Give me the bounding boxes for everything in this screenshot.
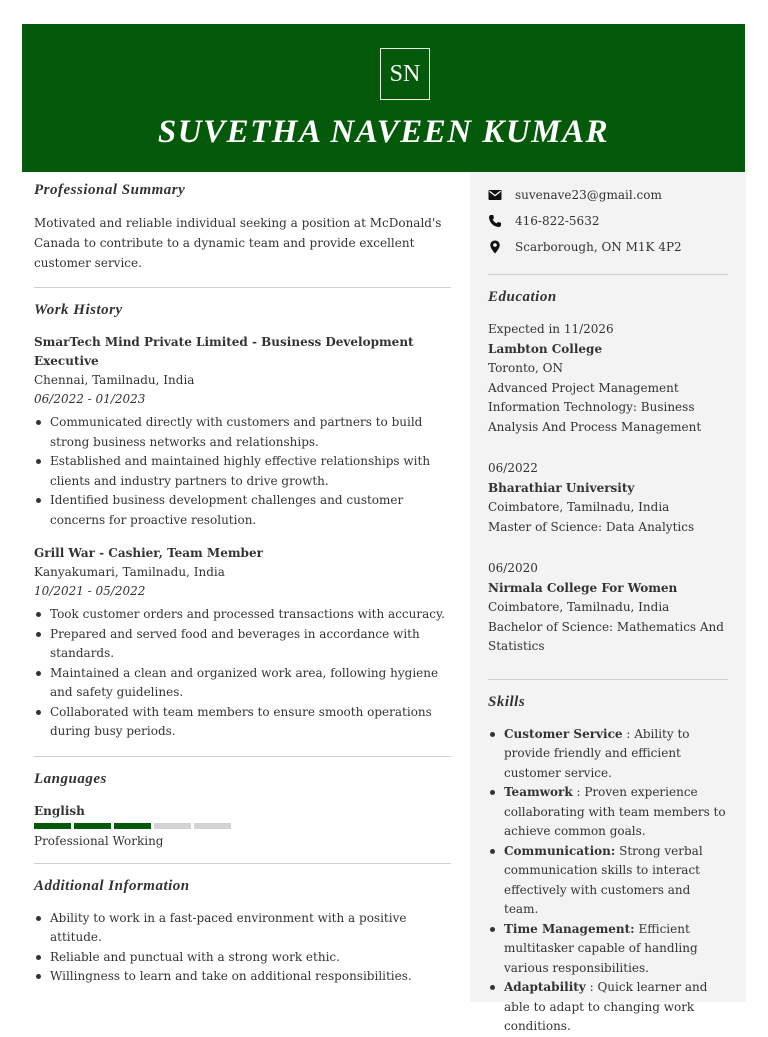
job-location: Kanyakumari, Tamilnadu, India — [34, 565, 225, 579]
languages-list — [34, 802, 451, 849]
rating-segment — [194, 823, 231, 829]
list-item — [488, 920, 728, 979]
summary-text: Motivated and reliable individual seeking a position at McDonald's Canada to contribute to a dynamic team and provide excellent customer service. — [34, 216, 442, 270]
divider — [488, 679, 728, 680]
skill-separator: : — [572, 785, 585, 799]
list-item — [488, 725, 728, 784]
education-date: Expected in 11/2026 — [488, 322, 614, 336]
sidebar-column — [488, 182, 728, 1037]
language-rating-bar — [34, 823, 451, 829]
list-item: Reliable and punctual with a strong work ethic. — [34, 948, 451, 968]
language-name: English — [34, 803, 85, 818]
skill-description: Ability to provide friendly and efficient customer service. — [504, 726, 690, 780]
school-location: Coimbatore, Tamilnadu, India — [488, 500, 670, 514]
list-item: Collaborated with team members to ensure smooth operations during busy periods. — [34, 703, 451, 742]
degree-line: Bachelor of Science: Mathematics And Statistics — [488, 619, 724, 653]
skill-name: Customer Service — [504, 726, 623, 741]
job-dates: 06/2022 - 01/2023 — [34, 392, 146, 406]
candidate-name: SUVETHA NAVEEN KUMAR — [157, 114, 610, 150]
list-item: Identified business development challenges and customer concerns for proactive resolution. — [34, 491, 451, 530]
list-item — [488, 978, 728, 1037]
school-name: Lambton College — [488, 341, 603, 356]
job-dates: 10/2021 - 05/2022 — [34, 584, 146, 598]
list-item: Established and maintained highly effective relationships with clients and industry partners to drive growth. — [34, 452, 451, 491]
list-item: Maintained a clean and organized work area, following hygiene and safety guidelines. — [34, 664, 451, 703]
contact-phone — [488, 208, 728, 234]
skills-title: Skills — [488, 693, 526, 710]
contact-address — [488, 234, 728, 260]
job-location: Chennai, Tamilnadu, India — [34, 373, 195, 387]
rating-segment — [34, 823, 71, 829]
divider — [34, 287, 451, 288]
degree-line: Information Technology: Business Analysis And Process Management — [488, 400, 702, 434]
rating-segment — [154, 823, 191, 829]
work-history-list — [34, 333, 451, 742]
skill-description: Strong verbal communication skills to interact effectively with customers and team. — [504, 843, 703, 916]
list-item — [488, 783, 728, 842]
education-date: 06/2022 — [488, 461, 538, 475]
additional-info-list — [34, 909, 451, 987]
school-name: Bharathiar University — [488, 480, 635, 495]
skills-list — [488, 725, 728, 1037]
skill-description: Quick learner and able to adapt to changing work conditions. — [504, 980, 708, 1033]
list-item: Prepared and served food and beverages in accordance with standards. — [34, 625, 451, 664]
education-list — [488, 320, 728, 657]
degree-line: Master of Science: Data Analytics — [488, 519, 695, 534]
job-bullets — [34, 605, 451, 742]
list-item: Willingness to learn and take on additional responsibilities. — [34, 967, 451, 987]
rating-segment — [74, 823, 111, 829]
list-item: Ability to work in a fast-paced environment with a positive attitude. — [34, 909, 451, 948]
skill-name: Teamwork — [504, 785, 573, 799]
degree-line: Advanced Project Management — [488, 380, 679, 395]
skill-name: Adaptability — [504, 980, 586, 994]
school-location: Toronto, ON — [488, 361, 563, 375]
main-column — [34, 182, 451, 987]
divider — [488, 274, 728, 275]
list-item: Communicated directly with customers and partners to build strong business networks and relationships. — [34, 413, 451, 452]
additional-info-title: Additional Information — [34, 877, 190, 894]
languages-title: Languages — [34, 770, 107, 787]
skill-name: Time Management: — [504, 921, 635, 936]
skill-description: Efficient multitasker capable of handling various responsibilities. — [504, 921, 698, 975]
divider — [34, 863, 451, 864]
email-icon — [488, 188, 502, 202]
list-item: Took customer orders and processed transactions with accuracy. — [34, 605, 451, 625]
contact-email — [488, 182, 728, 208]
job-title: Grill War - Cashier, Team Member — [34, 546, 263, 560]
education-title: Education — [488, 289, 557, 305]
job-bullets — [34, 413, 451, 530]
job-entry — [34, 544, 451, 742]
skill-separator: : — [622, 726, 635, 741]
work-history-title: Work History — [34, 302, 123, 318]
education-date: 06/2020 — [488, 561, 538, 575]
header-banner — [22, 24, 745, 172]
phone-text: 416-822-5632 — [515, 214, 600, 228]
list-item — [488, 842, 728, 920]
skill-name: Communication: — [504, 843, 616, 858]
divider — [34, 756, 451, 757]
skill-description: Proven experience collaborating with team members to achieve common goals. — [504, 785, 726, 838]
address-text: Scarborough, ON M1K 4P2 — [515, 240, 682, 254]
skill-separator: : — [585, 980, 598, 994]
monogram: SN — [380, 48, 430, 100]
language-level: Professional Working — [34, 833, 164, 848]
school-name: Nirmala College For Women — [488, 580, 678, 595]
job-title: SmarTech Mind Private Limited - Business Development Executive — [34, 335, 414, 368]
school-location: Coimbatore, Tamilnadu, India — [488, 600, 670, 614]
job-entry — [34, 333, 451, 530]
location-pin-icon — [488, 240, 502, 254]
education-entry — [488, 459, 728, 537]
summary-title: Professional Summary — [34, 182, 186, 198]
rating-segment — [114, 823, 151, 829]
email-text[interactable]: suvenave23@gmail.com — [515, 188, 662, 202]
education-entry — [488, 320, 728, 437]
phone-icon — [488, 214, 502, 228]
education-entry — [488, 559, 728, 657]
